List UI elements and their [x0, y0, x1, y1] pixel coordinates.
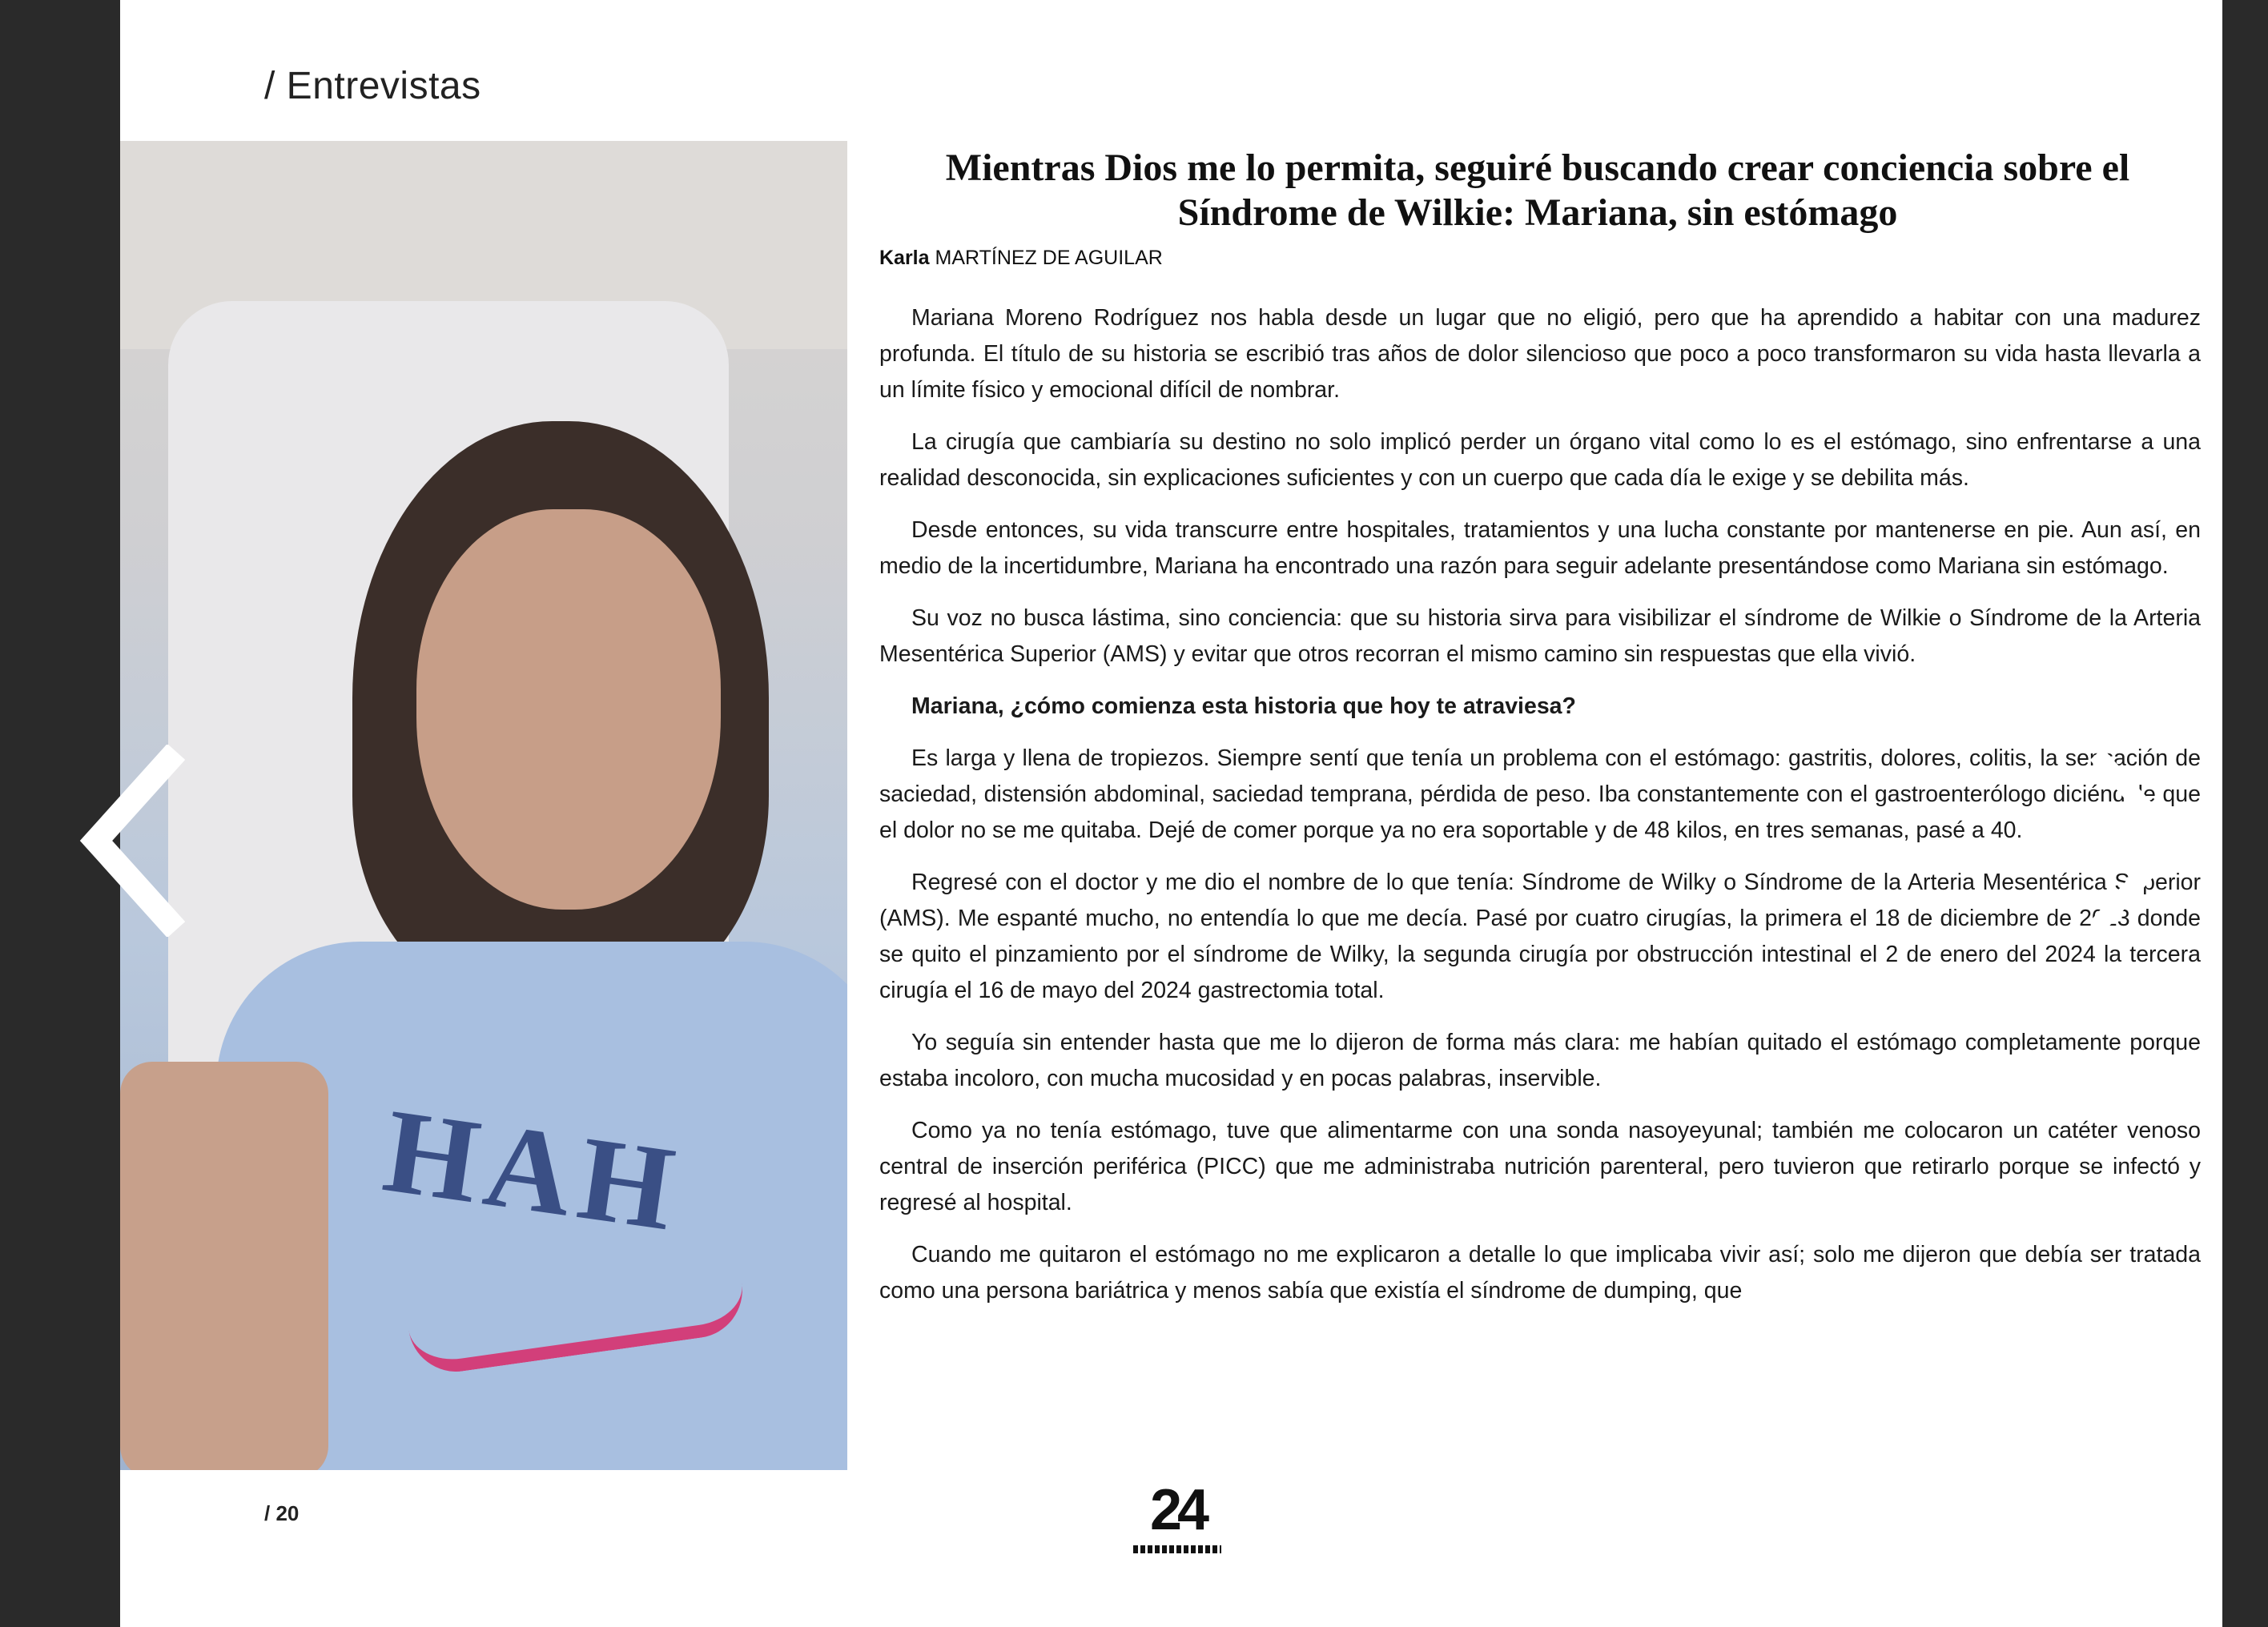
page-number: / 20 [264, 1501, 300, 1525]
article-paragraph: Como ya no tenía estómago, tuve que alimentarme con una sonda nasoyeyunal; también me colocaron un catéter venoso central de inserción periférica (PICC) que me administraba nutrición parenteral, pero tuvieron que retirarlo porque se infectó y regresé al hospital. [879, 1118, 2201, 1215]
article-paragraph: Mariana Moreno Rodríguez nos habla desde un lugar que no eligió, pero que ha aprendido a habitar con una madurez profunda. El título de su historia se escribió tras años de dolor silencioso que poco a poco transformaron su vida hasta llevarla a un límite físico y emocional difícil de nombrar. [879, 305, 2201, 403]
magazine-page [120, 0, 2222, 1627]
article-paragraph: Desde entonces, su vida transcurre entre hospitales, tratamientos y una lucha constante por mantenerse en pie. Aun así, en medio de la incertidumbre, Mariana ha encontrado una razón para seguir adelante presentándose como Mariana sin estómago. [879, 517, 2201, 579]
article-title: Mientras Dios me lo permita, seguiré buscando crear conciencia sobre el Síndrome de Wilkie: Mariana, sin estómago [945, 147, 2130, 234]
article-paragraph: La cirugía que cambiaría su destino no solo implicó perder un órgano vital como lo es el estómago, sino enfrentarse a una realidad desconocida, sin explicaciones suficientes y con un cuerpo que cada día le exige y se debilita más. [879, 429, 2201, 491]
section-label: / Entrevistas [264, 65, 481, 107]
article-paragraph: Yo seguía sin entender hasta que me lo dijeron de forma más clara: me habían quitado el estómago completamente porque estaba incoloro, con mucha mucosidad y en pocas palabras, inservible. [879, 1030, 2201, 1091]
author-first-name: Karla [879, 247, 930, 269]
article-paragraph: Regresé con el doctor y me dio el nombre de lo que tenía: Síndrome de Wilky o Síndrome de la Arteria Mesentérica Superior (AMS). Me espanté mucho, no entendía lo que me decía. Pasé por cuatro cirugías, la primera el 18 de diciembre de 2023 donde se quito el pinzamiento por el síndrome de Wilky, la segunda cirugía por obstrucción intestinal el 2 de enero del 2024 la tercera cirugía el 16 de mayo del 2024 gastrectomia total. [879, 870, 2201, 1003]
logo-mark: 24 [1149, 1478, 1205, 1542]
article-photo [120, 141, 847, 1470]
photo-face [416, 509, 721, 910]
article-paragraph: Es larga y llena de tropiezos. Siempre sentí que tenía un problema con el estómago: gastritis, dolores, colitis, la sensación de saciedad, distensión abdominal, saciedad temprana, pérdida de peso. Iba constantemente con el gastroenterólogo diciéndole que el dolor no se me quitaba. Dejé de comer porque ya no era soportable y de 48 kilos, en tres semanas, pasé a 40. [879, 745, 2201, 843]
publication-logo [1129, 1478, 1225, 1574]
article-paragraph: Su voz no busca lástima, sino conciencia: que su historia sirva para visibilizar el síndrome de Wilkie o Síndrome de la Arteria Mesentérica Superior (AMS) y evitar que otros recorran el mismo camino sin respuestas que ella vivió. [879, 605, 2201, 667]
next-page-button[interactable] [2078, 745, 2198, 937]
photo-sweater-print: HAH [376, 1083, 690, 1257]
author-last-name: MARTÍNEZ DE AGUILAR [935, 247, 1163, 269]
article-body [879, 300, 2201, 1461]
photo-arm [120, 1062, 328, 1470]
chevron-left-icon [72, 745, 192, 937]
interview-question: Mariana, ¿cómo comienza esta historia que hoy te atraviesa? [911, 693, 1576, 719]
article-author [879, 247, 1163, 270]
previous-page-button[interactable] [72, 745, 192, 937]
logo-strip [1133, 1545, 1221, 1553]
chevron-right-icon [2078, 745, 2198, 937]
article-paragraph: Cuando me quitaron el estómago no me explicaron a detalle lo que implicaba vivir así; solo me dijeron que debía ser tratada como una persona bariátrica y menos sabía que existía el síndrome de dumping, que [879, 1242, 2201, 1304]
